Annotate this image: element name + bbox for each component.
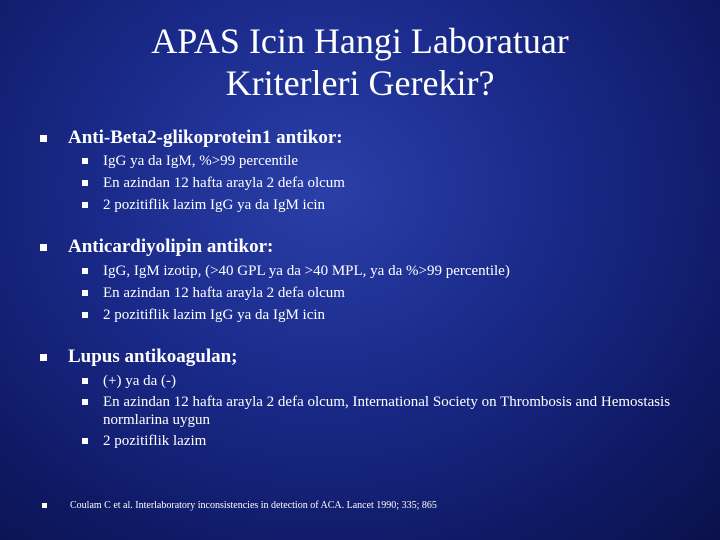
square-bullet-icon	[82, 438, 88, 444]
slide-title	[0, 20, 720, 104]
list-item: En azindan 12 hafta arayla 2 defa olcum, International Society on Thrombosis and Hemostasis normlarina uygun	[103, 394, 671, 428]
square-bullet-icon	[40, 354, 47, 361]
list-item: IgG ya da IgM, %>99 percentile	[103, 153, 299, 169]
list-item: 2 pozitiflik lazim	[103, 433, 207, 449]
square-bullet-icon	[82, 202, 88, 208]
list-item: En azindan 12 hafta arayla 2 defa olcum	[103, 285, 345, 301]
section-heading-anti-beta2: Anti-Beta2-glikoprotein1 antikor:	[68, 127, 343, 148]
square-bullet-icon	[82, 399, 88, 405]
title-line-2: Kriterleri Gerekir?	[225, 63, 495, 103]
square-bullet-icon	[82, 268, 88, 274]
title-line-1: APAS Icin Hangi Laboratuar	[151, 21, 569, 61]
square-bullet-icon	[82, 180, 88, 186]
list-item: IgG, IgM izotip, (>40 GPL ya da >40 MPL, ya da %>99 percentile)	[103, 263, 510, 279]
list-item: En azindan 12 hafta arayla 2 defa olcum	[103, 175, 345, 191]
square-bullet-icon	[82, 158, 88, 164]
list-item: 2 pozitiflik lazim IgG ya da IgM icin	[103, 197, 326, 213]
square-bullet-icon	[82, 378, 88, 384]
section-heading-anticardiyolipin: Anticardiyolipin antikor:	[68, 236, 274, 257]
section-heading-lupus: Lupus antikoagulan;	[68, 346, 238, 367]
square-bullet-icon	[40, 135, 47, 142]
square-bullet-icon	[40, 244, 47, 251]
square-bullet-icon	[82, 312, 88, 318]
square-bullet-icon	[42, 503, 47, 508]
reference-citation: Coulam C et al. Interlaboratory inconsistencies in detection of ACA. Lancet 1990; 335; 865	[70, 500, 437, 511]
list-item: (+) ya da (-)	[103, 373, 177, 389]
square-bullet-icon	[82, 290, 88, 296]
list-item: 2 pozitiflik lazim IgG ya da IgM icin	[103, 307, 326, 323]
